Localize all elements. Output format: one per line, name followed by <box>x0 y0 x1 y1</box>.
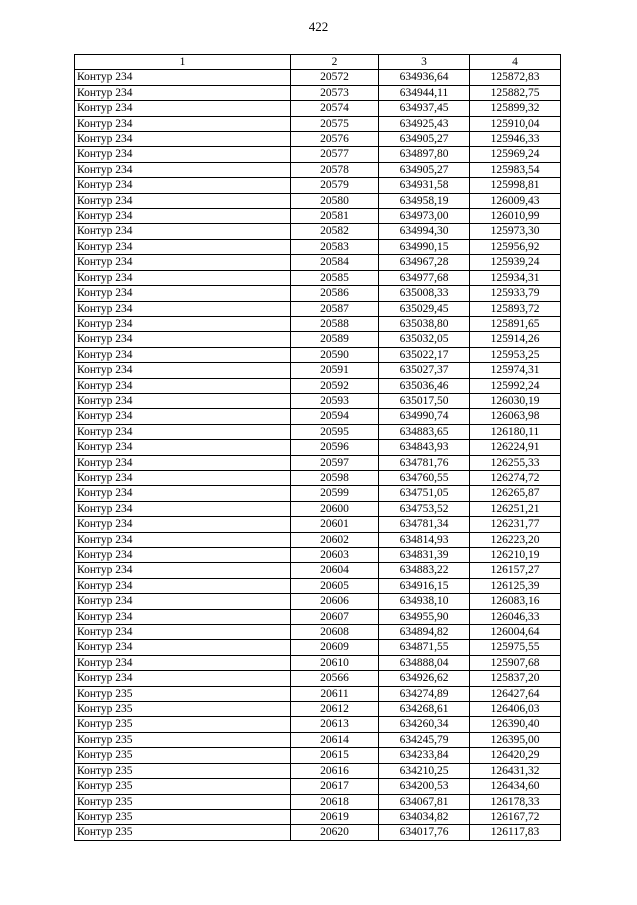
contour-name-cell: Контур 234 <box>75 424 291 439</box>
table-row <box>75 594 561 609</box>
x-coordinate-cell: 634233,84 <box>379 748 470 763</box>
x-coordinate-cell: 634017,76 <box>379 825 470 840</box>
x-coordinate-cell: 634753,52 <box>379 501 470 516</box>
y-coordinate-cell: 125973,30 <box>470 224 561 239</box>
x-coordinate-cell: 634990,74 <box>379 409 470 424</box>
point-number-cell: 20586 <box>291 286 379 301</box>
y-coordinate-cell: 126420,29 <box>470 748 561 763</box>
point-number-cell: 20573 <box>291 85 379 100</box>
table-row <box>75 178 561 193</box>
contour-name-cell: Контур 234 <box>75 486 291 501</box>
contour-name-cell: Контур 234 <box>75 501 291 516</box>
table-row <box>75 378 561 393</box>
contour-name-cell: Контур 234 <box>75 147 291 162</box>
contour-name-cell: Контур 234 <box>75 270 291 285</box>
point-number-cell: 20605 <box>291 578 379 593</box>
point-number-cell: 20599 <box>291 486 379 501</box>
point-number-cell: 20572 <box>291 70 379 85</box>
table-row <box>75 717 561 732</box>
y-coordinate-cell: 125899,32 <box>470 101 561 116</box>
y-coordinate-cell: 126434,60 <box>470 779 561 794</box>
y-coordinate-cell: 126395,00 <box>470 732 561 747</box>
table-row <box>75 763 561 778</box>
y-coordinate-cell: 126427,64 <box>470 686 561 701</box>
point-number-cell: 20587 <box>291 301 379 316</box>
contour-name-cell: Контур 234 <box>75 332 291 347</box>
contour-name-cell: Контур 234 <box>75 532 291 547</box>
point-number-cell: 20596 <box>291 440 379 455</box>
point-number-cell: 20597 <box>291 455 379 470</box>
point-number-cell: 20595 <box>291 424 379 439</box>
contour-name-cell: Контур 235 <box>75 763 291 778</box>
y-coordinate-cell: 125933,79 <box>470 286 561 301</box>
table-row <box>75 85 561 100</box>
y-coordinate-cell: 126004,64 <box>470 625 561 640</box>
contour-name-cell: Контур 235 <box>75 732 291 747</box>
x-coordinate-cell: 634958,19 <box>379 193 470 208</box>
x-coordinate-cell: 634260,34 <box>379 717 470 732</box>
contour-name-cell: Контур 234 <box>75 193 291 208</box>
x-coordinate-cell: 634781,34 <box>379 517 470 532</box>
y-coordinate-cell: 126251,21 <box>470 501 561 516</box>
y-coordinate-cell: 125914,26 <box>470 332 561 347</box>
table-row <box>75 532 561 547</box>
contour-name-cell: Контур 234 <box>75 393 291 408</box>
table-row <box>75 686 561 701</box>
table-row <box>75 224 561 239</box>
x-coordinate-cell: 634894,82 <box>379 625 470 640</box>
x-coordinate-cell: 634871,55 <box>379 640 470 655</box>
table-row <box>75 286 561 301</box>
x-coordinate-cell: 634905,27 <box>379 162 470 177</box>
y-coordinate-cell: 126224,91 <box>470 440 561 455</box>
contour-name-cell: Контур 235 <box>75 779 291 794</box>
point-number-cell: 20585 <box>291 270 379 285</box>
point-number-cell: 20613 <box>291 717 379 732</box>
table-row <box>75 794 561 809</box>
y-coordinate-cell: 125939,24 <box>470 255 561 270</box>
contour-name-cell: Контур 234 <box>75 316 291 331</box>
header-cell-2: 2 <box>291 55 379 70</box>
y-coordinate-cell: 126255,33 <box>470 455 561 470</box>
contour-name-cell: Контур 234 <box>75 70 291 85</box>
y-coordinate-cell: 126167,72 <box>470 809 561 824</box>
table-row <box>75 193 561 208</box>
x-coordinate-cell: 635038,80 <box>379 316 470 331</box>
header-cell-4: 4 <box>470 55 561 70</box>
y-coordinate-cell: 125882,75 <box>470 85 561 100</box>
table-row <box>75 655 561 670</box>
y-coordinate-cell: 126046,33 <box>470 609 561 624</box>
y-coordinate-cell: 125969,24 <box>470 147 561 162</box>
y-coordinate-cell: 125953,25 <box>470 347 561 362</box>
x-coordinate-cell: 634973,00 <box>379 209 470 224</box>
contour-name-cell: Контур 234 <box>75 470 291 485</box>
y-coordinate-cell: 126231,77 <box>470 517 561 532</box>
y-coordinate-cell: 125983,54 <box>470 162 561 177</box>
y-coordinate-cell: 126117,83 <box>470 825 561 840</box>
x-coordinate-cell: 634967,28 <box>379 255 470 270</box>
table-row <box>75 625 561 640</box>
point-number-cell: 20620 <box>291 825 379 840</box>
y-coordinate-cell: 126125,39 <box>470 578 561 593</box>
contour-name-cell: Контур 234 <box>75 548 291 563</box>
y-coordinate-cell: 125998,81 <box>470 178 561 193</box>
table-row <box>75 70 561 85</box>
x-coordinate-cell: 634990,15 <box>379 239 470 254</box>
table-row <box>75 239 561 254</box>
table-row <box>75 270 561 285</box>
point-number-cell: 20615 <box>291 748 379 763</box>
y-coordinate-cell: 126210,19 <box>470 548 561 563</box>
contour-name-cell: Контур 234 <box>75 455 291 470</box>
point-number-cell: 20612 <box>291 702 379 717</box>
contour-name-cell: Контур 235 <box>75 809 291 824</box>
point-number-cell: 20579 <box>291 178 379 193</box>
contour-name-cell: Контур 234 <box>75 517 291 532</box>
x-coordinate-cell: 634245,79 <box>379 732 470 747</box>
header-cell-1: 1 <box>75 55 291 70</box>
x-coordinate-cell: 635017,50 <box>379 393 470 408</box>
y-coordinate-cell: 126180,11 <box>470 424 561 439</box>
y-coordinate-cell: 126431,32 <box>470 763 561 778</box>
contour-name-cell: Контур 234 <box>75 239 291 254</box>
table-row <box>75 132 561 147</box>
x-coordinate-cell: 634955,90 <box>379 609 470 624</box>
y-coordinate-cell: 125891,65 <box>470 316 561 331</box>
x-coordinate-cell: 634067,81 <box>379 794 470 809</box>
contour-name-cell: Контур 234 <box>75 178 291 193</box>
table-row <box>75 363 561 378</box>
table-row <box>75 440 561 455</box>
x-coordinate-cell: 634843,93 <box>379 440 470 455</box>
point-number-cell: 20589 <box>291 332 379 347</box>
point-number-cell: 20566 <box>291 671 379 686</box>
table-row <box>75 316 561 331</box>
x-coordinate-cell: 634925,43 <box>379 116 470 131</box>
table-row <box>75 748 561 763</box>
y-coordinate-cell: 125934,31 <box>470 270 561 285</box>
table-row <box>75 424 561 439</box>
point-number-cell: 20591 <box>291 363 379 378</box>
table-row <box>75 116 561 131</box>
contour-name-cell: Контур 234 <box>75 578 291 593</box>
y-coordinate-cell: 126178,33 <box>470 794 561 809</box>
y-coordinate-cell: 126010,99 <box>470 209 561 224</box>
table-row <box>75 301 561 316</box>
contour-name-cell: Контур 234 <box>75 409 291 424</box>
x-coordinate-cell: 634994,30 <box>379 224 470 239</box>
x-coordinate-cell: 634936,64 <box>379 70 470 85</box>
x-coordinate-cell: 634926,62 <box>379 671 470 686</box>
contour-name-cell: Контур 234 <box>75 347 291 362</box>
table-row <box>75 101 561 116</box>
y-coordinate-cell: 125907,68 <box>470 655 561 670</box>
x-coordinate-cell: 634888,04 <box>379 655 470 670</box>
point-number-cell: 20611 <box>291 686 379 701</box>
point-number-cell: 20606 <box>291 594 379 609</box>
y-coordinate-cell: 125893,72 <box>470 301 561 316</box>
table-row <box>75 779 561 794</box>
contour-name-cell: Контур 235 <box>75 686 291 701</box>
y-coordinate-cell: 126009,43 <box>470 193 561 208</box>
table-row <box>75 563 561 578</box>
point-number-cell: 20604 <box>291 563 379 578</box>
y-coordinate-cell: 125872,83 <box>470 70 561 85</box>
x-coordinate-cell: 634897,80 <box>379 147 470 162</box>
x-coordinate-cell: 634760,55 <box>379 470 470 485</box>
x-coordinate-cell: 634200,53 <box>379 779 470 794</box>
x-coordinate-cell: 634916,15 <box>379 578 470 593</box>
point-number-cell: 20590 <box>291 347 379 362</box>
page-number: 422 <box>308 19 329 34</box>
header-row <box>75 55 561 70</box>
contour-name-cell: Контур 234 <box>75 609 291 624</box>
y-coordinate-cell: 125974,31 <box>470 363 561 378</box>
table-row <box>75 578 561 593</box>
y-coordinate-cell: 125975,55 <box>470 640 561 655</box>
table-row <box>75 486 561 501</box>
point-number-cell: 20575 <box>291 116 379 131</box>
table-row <box>75 501 561 516</box>
y-coordinate-cell: 126083,16 <box>470 594 561 609</box>
point-number-cell: 20578 <box>291 162 379 177</box>
point-number-cell: 20581 <box>291 209 379 224</box>
point-number-cell: 20610 <box>291 655 379 670</box>
point-number-cell: 20602 <box>291 532 379 547</box>
table-row <box>75 809 561 824</box>
x-coordinate-cell: 634937,45 <box>379 101 470 116</box>
header-cell-3: 3 <box>379 55 470 70</box>
table-row <box>75 702 561 717</box>
x-coordinate-cell: 635032,05 <box>379 332 470 347</box>
point-number-cell: 20617 <box>291 779 379 794</box>
table-row <box>75 609 561 624</box>
contour-name-cell: Контур 234 <box>75 378 291 393</box>
contour-name-cell: Контур 234 <box>75 255 291 270</box>
table-body <box>75 70 561 840</box>
table-row <box>75 409 561 424</box>
table-row <box>75 732 561 747</box>
table-row <box>75 640 561 655</box>
point-number-cell: 20608 <box>291 625 379 640</box>
x-coordinate-cell: 634781,76 <box>379 455 470 470</box>
y-coordinate-cell: 125946,33 <box>470 132 561 147</box>
table-row <box>75 347 561 362</box>
point-number-cell: 20592 <box>291 378 379 393</box>
table-row <box>75 671 561 686</box>
table-header <box>75 55 561 70</box>
point-number-cell: 20614 <box>291 732 379 747</box>
y-coordinate-cell: 126157,27 <box>470 563 561 578</box>
point-number-cell: 20618 <box>291 794 379 809</box>
point-number-cell: 20574 <box>291 101 379 116</box>
contour-name-cell: Контур 234 <box>75 286 291 301</box>
point-number-cell: 20607 <box>291 609 379 624</box>
y-coordinate-cell: 125910,04 <box>470 116 561 131</box>
contour-name-cell: Контур 234 <box>75 440 291 455</box>
contour-name-cell: Контур 234 <box>75 116 291 131</box>
contour-name-cell: Контур 234 <box>75 625 291 640</box>
table-row <box>75 470 561 485</box>
contour-name-cell: Контур 235 <box>75 825 291 840</box>
point-number-cell: 20582 <box>291 224 379 239</box>
x-coordinate-cell: 634883,65 <box>379 424 470 439</box>
contour-name-cell: Контур 234 <box>75 640 291 655</box>
x-coordinate-cell: 634831,39 <box>379 548 470 563</box>
x-coordinate-cell: 634905,27 <box>379 132 470 147</box>
y-coordinate-cell: 126030,19 <box>470 393 561 408</box>
y-coordinate-cell: 126265,87 <box>470 486 561 501</box>
point-number-cell: 20594 <box>291 409 379 424</box>
y-coordinate-cell: 125837,20 <box>470 671 561 686</box>
point-number-cell: 20603 <box>291 548 379 563</box>
contour-name-cell: Контур 235 <box>75 794 291 809</box>
x-coordinate-cell: 634944,11 <box>379 85 470 100</box>
contour-name-cell: Контур 234 <box>75 671 291 686</box>
x-coordinate-cell: 635029,45 <box>379 301 470 316</box>
contour-name-cell: Контур 234 <box>75 132 291 147</box>
point-number-cell: 20580 <box>291 193 379 208</box>
x-coordinate-cell: 634274,89 <box>379 686 470 701</box>
x-coordinate-cell: 634931,58 <box>379 178 470 193</box>
x-coordinate-cell: 634210,25 <box>379 763 470 778</box>
y-coordinate-cell: 126274,72 <box>470 470 561 485</box>
contour-name-cell: Контур 235 <box>75 702 291 717</box>
table-row <box>75 255 561 270</box>
y-coordinate-cell: 126223,20 <box>470 532 561 547</box>
contour-name-cell: Контур 235 <box>75 717 291 732</box>
table-row <box>75 455 561 470</box>
point-number-cell: 20583 <box>291 239 379 254</box>
point-number-cell: 20619 <box>291 809 379 824</box>
point-number-cell: 20577 <box>291 147 379 162</box>
x-coordinate-cell: 634814,93 <box>379 532 470 547</box>
table-row <box>75 825 561 840</box>
contour-name-cell: Контур 234 <box>75 224 291 239</box>
table-row <box>75 548 561 563</box>
contour-name-cell: Контур 235 <box>75 748 291 763</box>
x-coordinate-cell: 635027,37 <box>379 363 470 378</box>
contour-name-cell: Контур 234 <box>75 655 291 670</box>
table-row <box>75 209 561 224</box>
point-number-cell: 20584 <box>291 255 379 270</box>
contour-name-cell: Контур 234 <box>75 162 291 177</box>
contour-name-cell: Контур 234 <box>75 363 291 378</box>
point-number-cell: 20601 <box>291 517 379 532</box>
x-coordinate-cell: 634751,05 <box>379 486 470 501</box>
x-coordinate-cell: 634883,22 <box>379 563 470 578</box>
x-coordinate-cell: 635036,46 <box>379 378 470 393</box>
table-row <box>75 147 561 162</box>
y-coordinate-cell: 126406,03 <box>470 702 561 717</box>
x-coordinate-cell: 635008,33 <box>379 286 470 301</box>
point-number-cell: 20616 <box>291 763 379 778</box>
point-number-cell: 20588 <box>291 316 379 331</box>
table-row <box>75 162 561 177</box>
table-row <box>75 393 561 408</box>
table-row <box>75 517 561 532</box>
contour-name-cell: Контур 234 <box>75 85 291 100</box>
x-coordinate-cell: 635022,17 <box>379 347 470 362</box>
point-number-cell: 20593 <box>291 393 379 408</box>
y-coordinate-cell: 125992,24 <box>470 378 561 393</box>
y-coordinate-cell: 126063,98 <box>470 409 561 424</box>
x-coordinate-cell: 634268,61 <box>379 702 470 717</box>
contour-name-cell: Контур 234 <box>75 101 291 116</box>
table-row <box>75 332 561 347</box>
x-coordinate-cell: 634938,10 <box>379 594 470 609</box>
point-number-cell: 20600 <box>291 501 379 516</box>
y-coordinate-cell: 126390,40 <box>470 717 561 732</box>
y-coordinate-cell: 125956,92 <box>470 239 561 254</box>
point-number-cell: 20598 <box>291 470 379 485</box>
contour-name-cell: Контур 234 <box>75 209 291 224</box>
contour-name-cell: Контур 234 <box>75 563 291 578</box>
x-coordinate-cell: 634977,68 <box>379 270 470 285</box>
point-number-cell: 20609 <box>291 640 379 655</box>
contour-name-cell: Контур 234 <box>75 594 291 609</box>
contour-name-cell: Контур 234 <box>75 301 291 316</box>
point-number-cell: 20576 <box>291 132 379 147</box>
coordinates-table <box>74 54 561 841</box>
x-coordinate-cell: 634034,82 <box>379 809 470 824</box>
